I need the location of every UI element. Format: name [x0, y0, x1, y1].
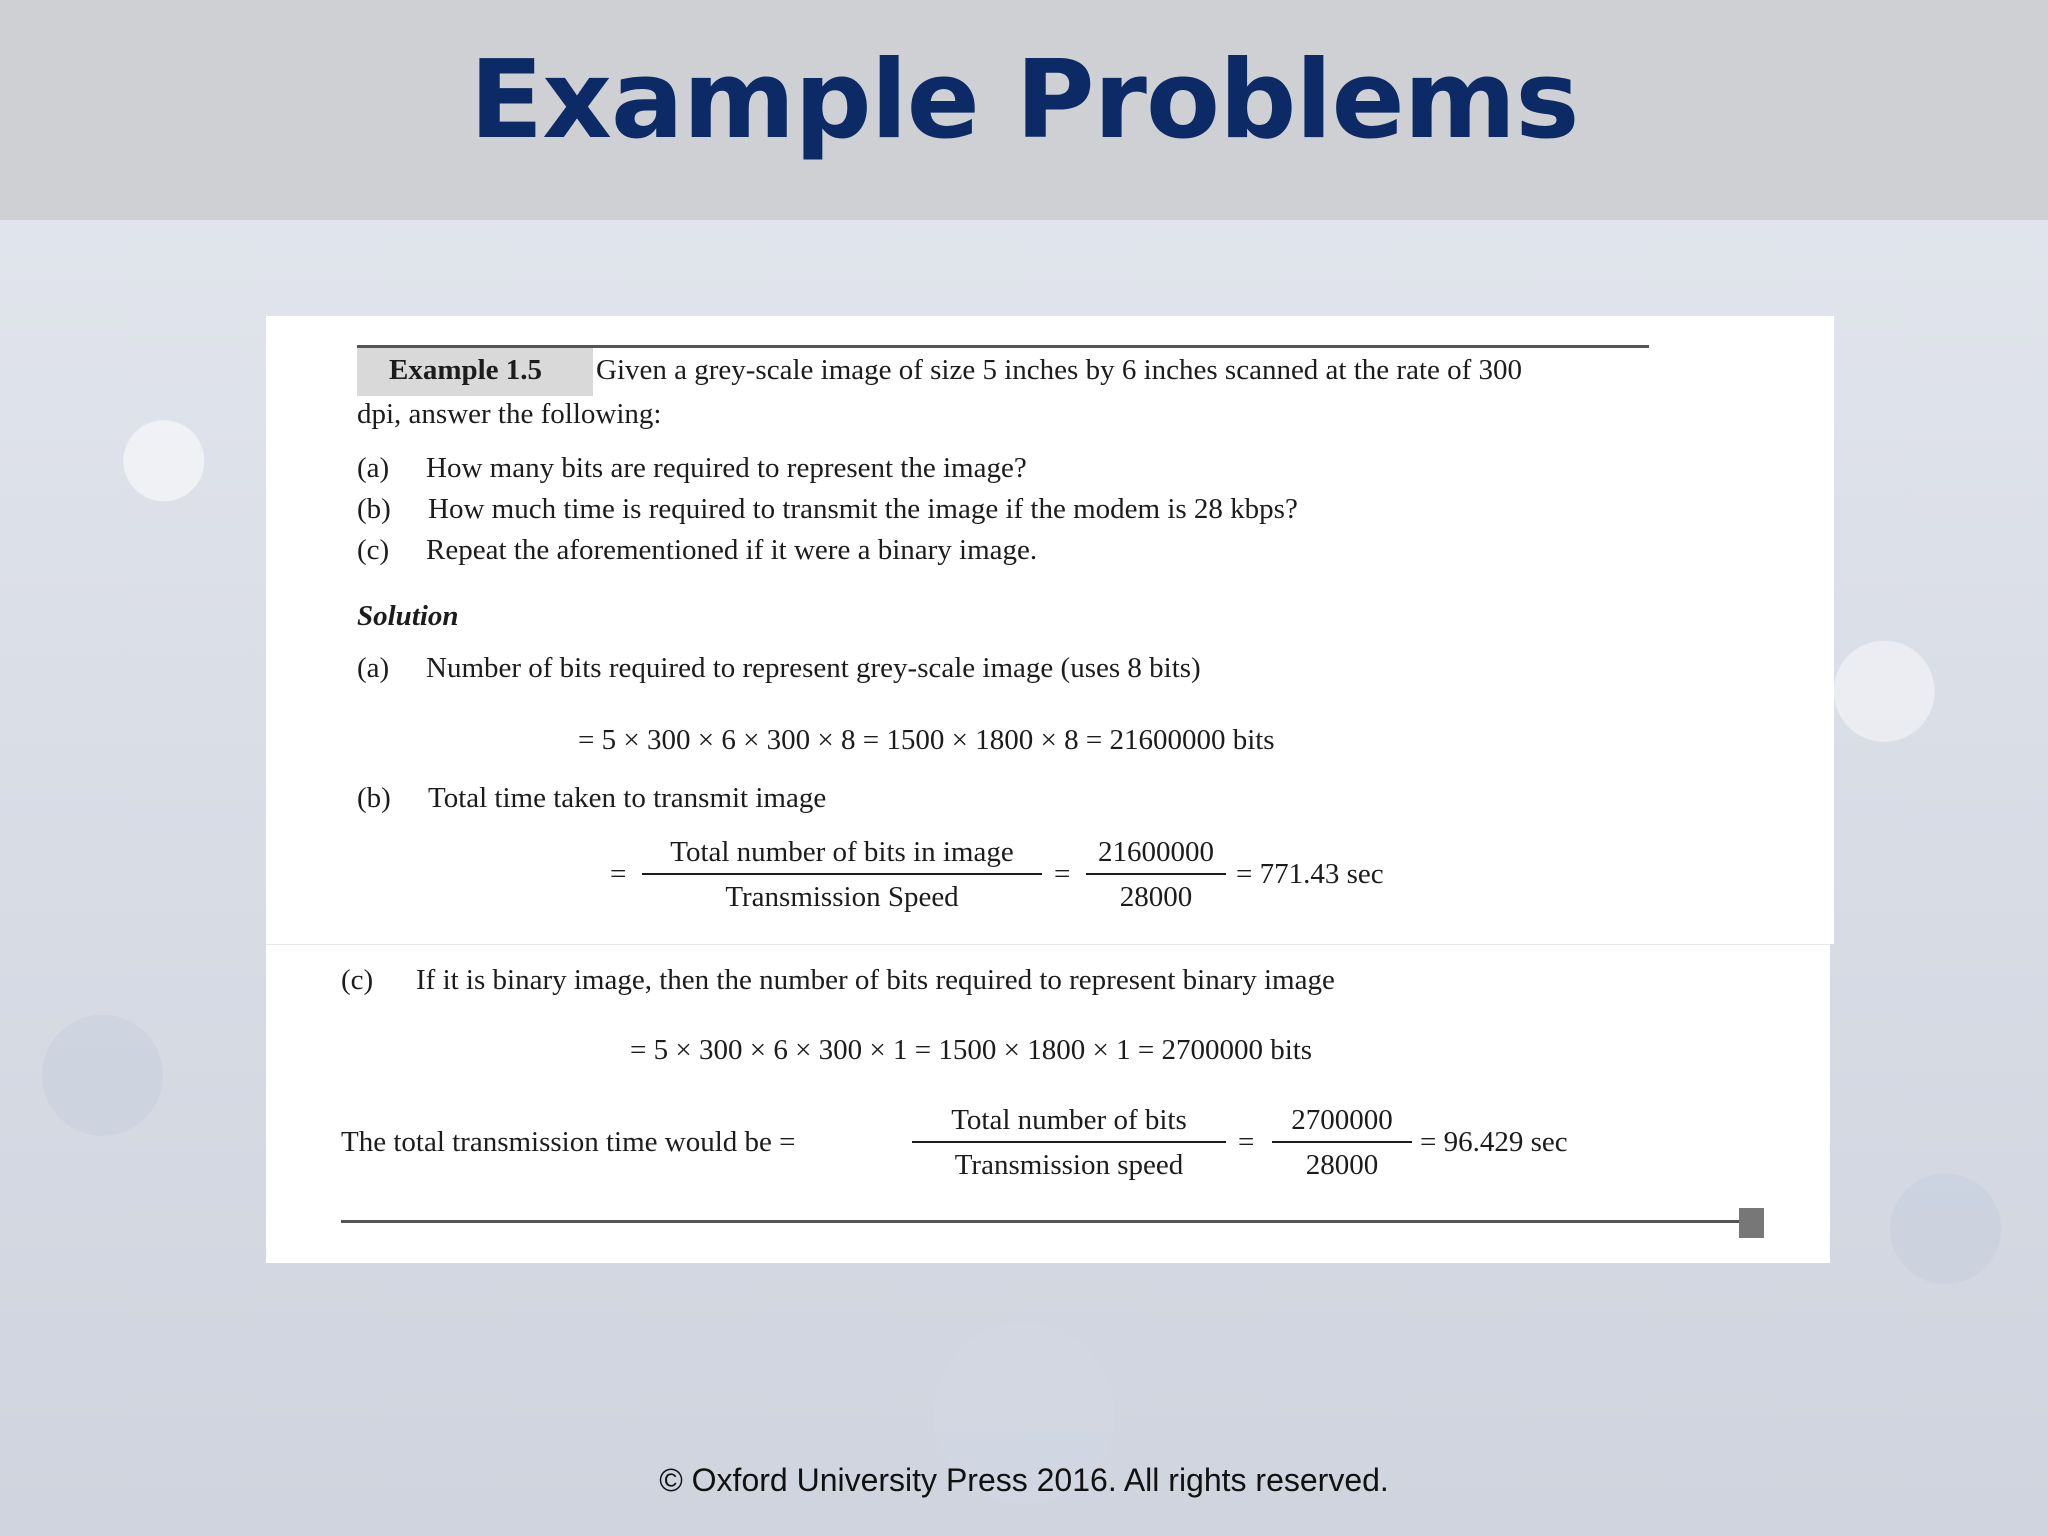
example-bottom-rule: [341, 1220, 1741, 1223]
question-c-marker: (c): [357, 534, 390, 566]
fraction-denominator: Transmission Speed: [725, 881, 959, 913]
solution-b-fraction-formula: [642, 836, 1042, 914]
question-a-marker: (a): [357, 452, 390, 484]
example-label-box: [357, 348, 593, 396]
fraction-denominator: 28000: [1119, 881, 1193, 913]
question-b-text: How much time is required to transmit the image if the modem is 28 kbps?: [428, 493, 1298, 525]
solution-c-equals-mid: =: [1238, 1126, 1255, 1158]
question-a-text: How many bits are required to represent the image?: [426, 452, 1027, 484]
solution-a-text: Number of bits required to represent grey-scale image (uses 8 bits): [426, 652, 1201, 684]
solution-c-marker: (c): [341, 964, 374, 996]
solution-a-marker: (a): [357, 652, 390, 684]
slide-title: Example Problems: [469, 38, 1579, 163]
fraction-numerator: Total number of bits: [912, 1104, 1226, 1143]
end-of-example-square-icon: [1739, 1208, 1764, 1238]
fraction-numerator: Total number of bits in image: [642, 836, 1042, 875]
fraction-numerator: 21600000: [1086, 836, 1226, 875]
example-intro-line2: dpi, answer the following:: [357, 398, 662, 430]
solution-heading: Solution: [357, 600, 459, 632]
example-intro-line1: Given a grey-scale image of size 5 inches by 6 inches scanned at the rate of 300: [596, 354, 1523, 386]
question-b-marker: (b): [357, 493, 391, 525]
solution-c-time-label: The total transmission time would be =: [341, 1126, 796, 1158]
example-label: Example 1.5: [389, 354, 543, 386]
solution-c-text: If it is binary image, then the number of bits required to represent binary image: [416, 964, 1335, 996]
fraction-denominator: 28000: [1305, 1149, 1379, 1181]
solution-a-equation: = 5 × 300 × 6 × 300 × 8 = 1500 × 1800 × 8 = 21600000 bits: [578, 724, 1275, 756]
solution-b-equals: =: [610, 858, 627, 890]
fraction-numerator: 2700000: [1272, 1104, 1412, 1143]
solution-c-fraction-formula: [912, 1104, 1226, 1182]
solution-b-equals-mid: =: [1054, 858, 1071, 890]
question-c-text: Repeat the aforementioned if it were a binary image.: [426, 534, 1038, 566]
copyright-footer: © Oxford University Press 2016. All rights reserved.: [659, 1462, 1389, 1498]
solution-b-result: = 771.43 sec: [1236, 858, 1384, 890]
solution-c-fraction-values: [1272, 1104, 1412, 1182]
solution-b-marker: (b): [357, 782, 391, 814]
solution-c-equation: = 5 × 300 × 6 × 300 × 1 = 1500 × 1800 × 1 = 2700000 bits: [630, 1034, 1313, 1066]
fraction-denominator: Transmission speed: [954, 1149, 1184, 1181]
solution-b-fraction-values: [1086, 836, 1226, 914]
solution-c-result: = 96.429 sec: [1420, 1126, 1568, 1158]
solution-b-text: Total time taken to transmit image: [428, 782, 827, 814]
